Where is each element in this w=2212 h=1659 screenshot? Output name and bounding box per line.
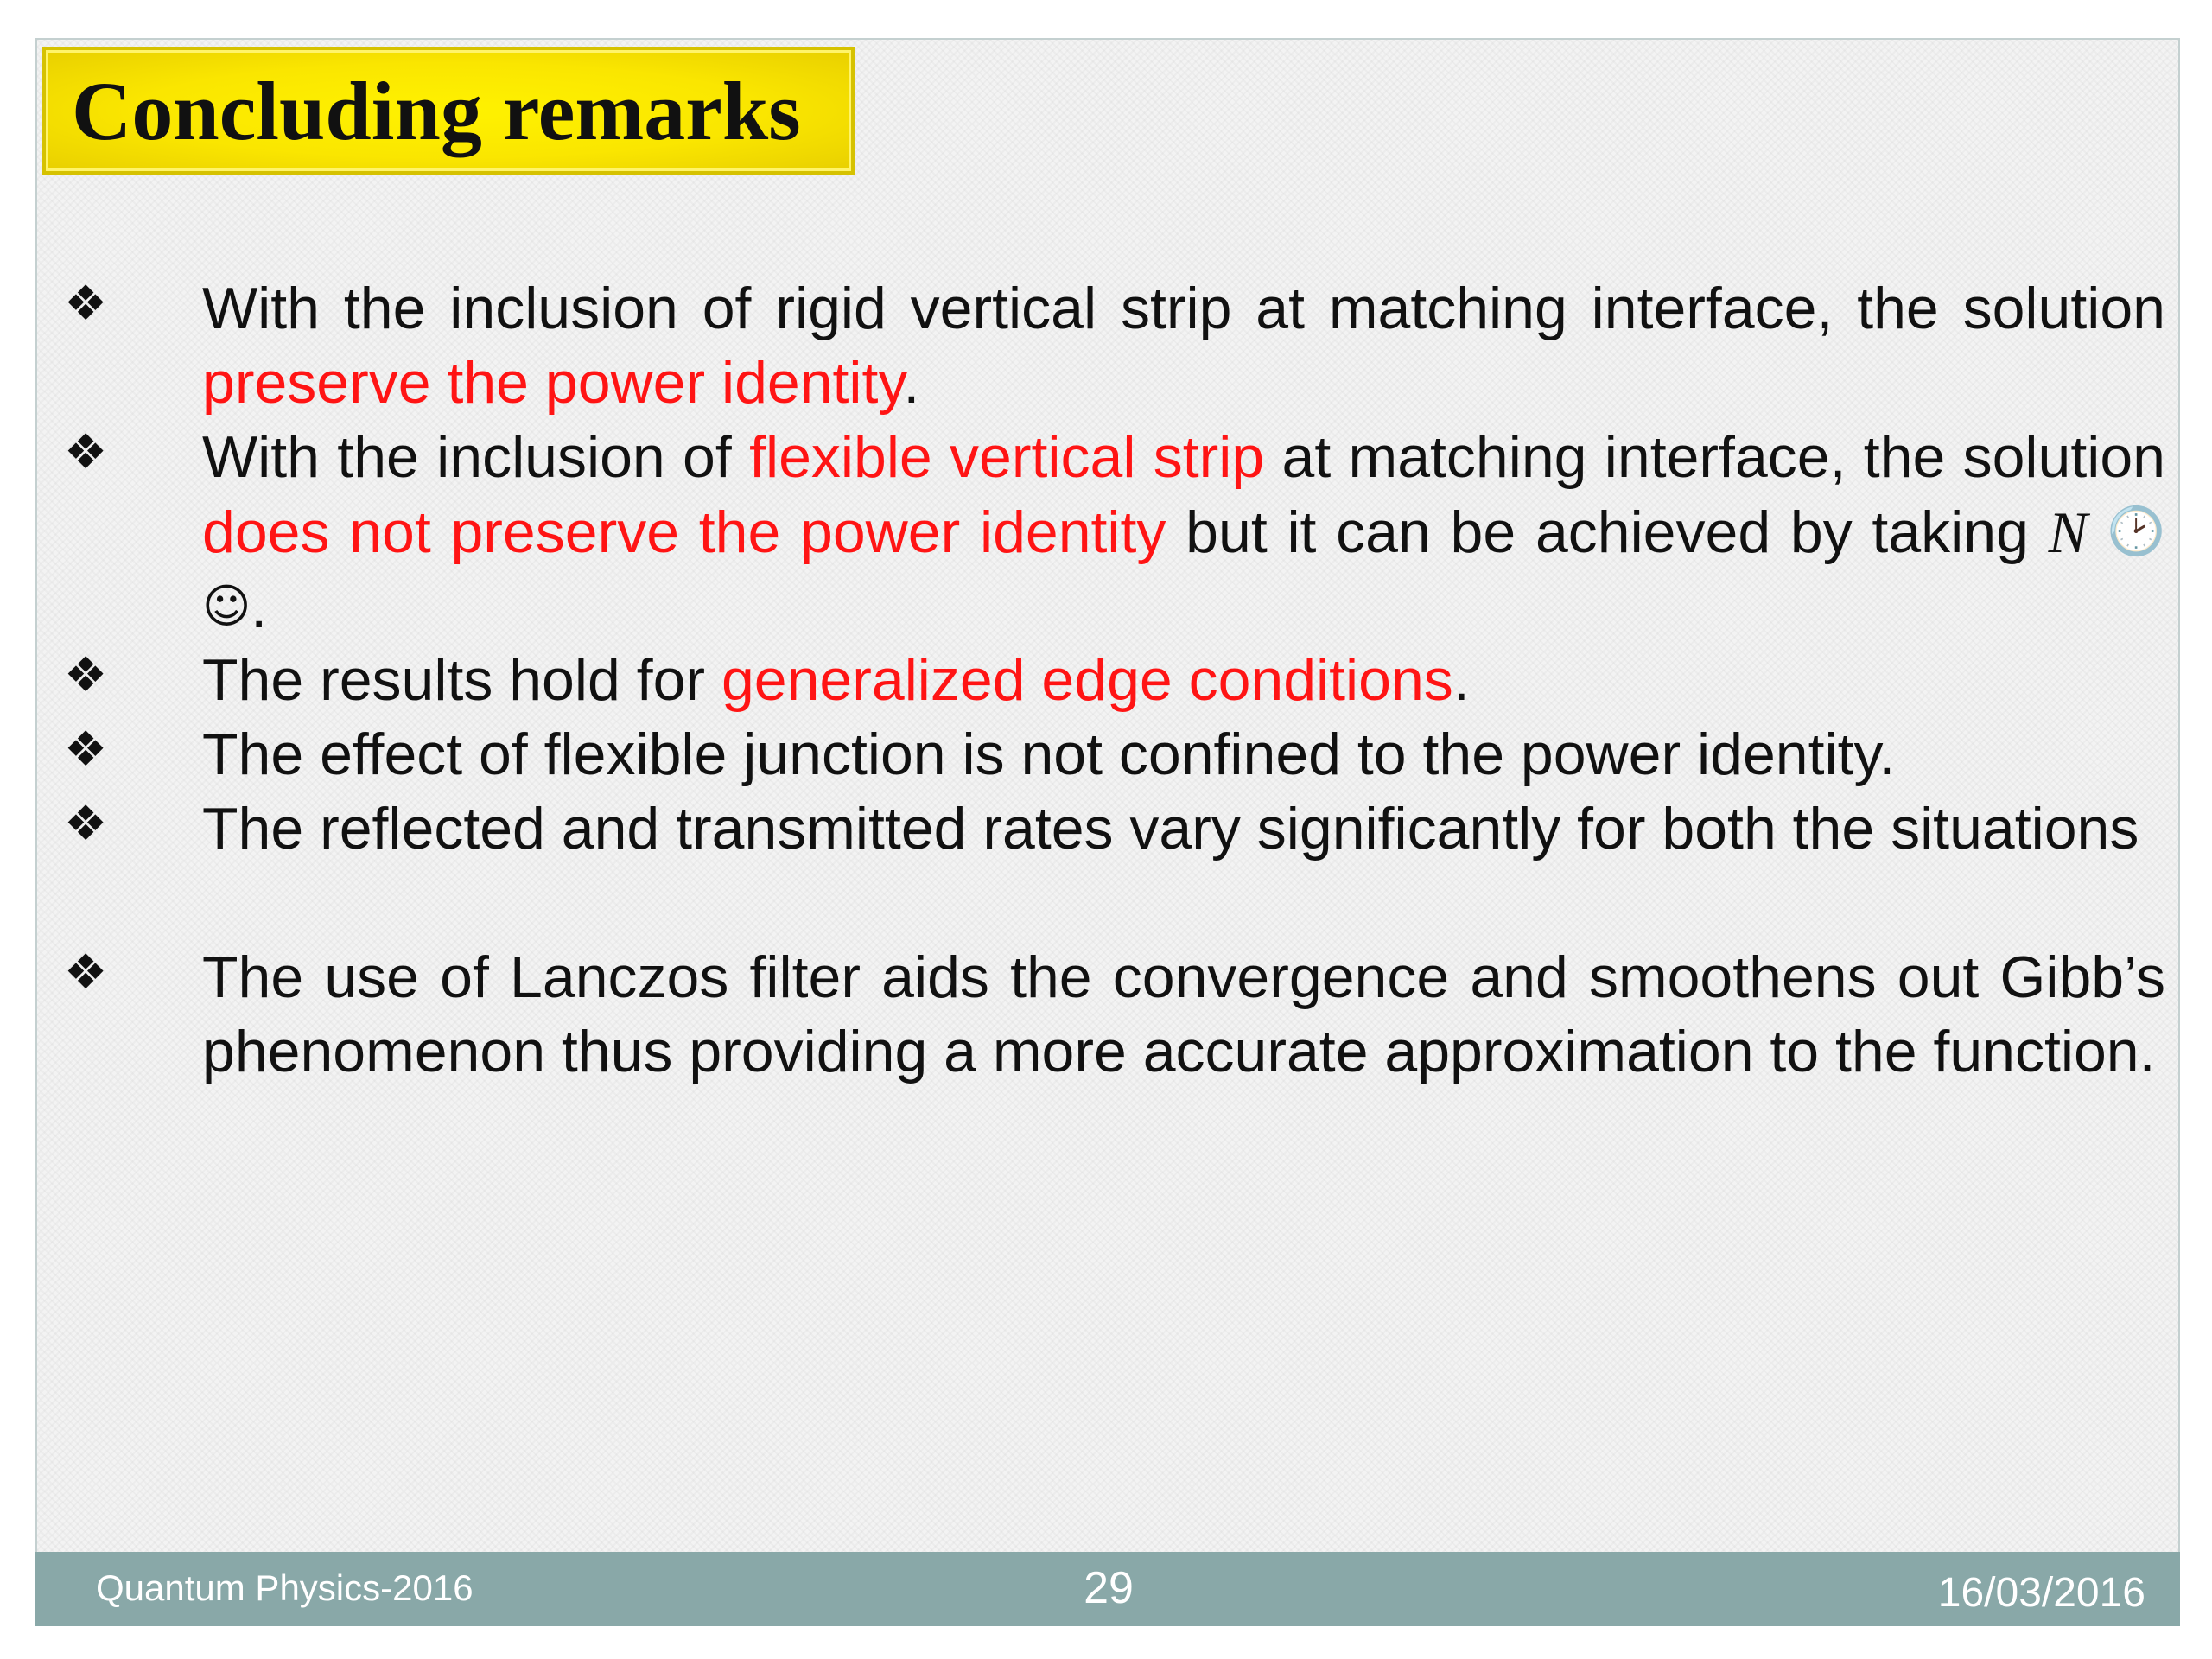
bullet-3-text-part: The results hold for <box>202 647 721 713</box>
footer-conference-name: Quantum Physics-2016 <box>96 1567 474 1608</box>
bullet-1-text-part: With the inclusion of rigid vertical strip at matching interface, the solution <box>202 276 2165 341</box>
diamond-bullet-icon: ❖ <box>64 424 108 480</box>
footer-bar <box>35 1552 2180 1626</box>
bullet-2-highlight-2: does not preserve the power identity <box>202 499 1166 565</box>
bullet-3-text-end: . <box>1452 647 1470 713</box>
bullet-1-text-end: . <box>903 350 920 416</box>
title-box <box>42 47 855 175</box>
diamond-bullet-icon: ❖ <box>64 796 108 852</box>
bullet-item-1 <box>64 271 2165 420</box>
bullet-item-4 <box>64 717 2165 791</box>
diamond-bullet-icon: ❖ <box>64 647 108 703</box>
diamond-bullet-icon: ❖ <box>64 721 108 778</box>
math-variable-n: N <box>2048 499 2088 565</box>
bullet-item-2 <box>64 420 2165 643</box>
bullet-2-text-mid: at matching interface, the solution <box>1264 424 2165 490</box>
bullet-2-highlight-1: flexible vertical strip <box>749 424 1265 490</box>
diamond-bullet-icon: ❖ <box>64 276 108 332</box>
bullet-2-text-tail: but it can be achieved by taking <box>1166 499 2049 565</box>
bullet-item-5 <box>64 791 2165 940</box>
bullet-text-5: The reflected and transmitted rates vary significantly for both the situations <box>202 796 2139 861</box>
diamond-bullet-icon: ❖ <box>64 944 108 1001</box>
bullet-item-6 <box>64 940 2165 1163</box>
bullet-text-4: The effect of flexible junction is not confined to the power identity. <box>202 721 1896 787</box>
footer-date: 16/03/2016 <box>1937 1570 2145 1616</box>
bullet-1-highlight: preserve the power identity <box>202 350 904 416</box>
bullet-2-text-end: . <box>251 575 268 640</box>
slide-title: Concluding remarks <box>72 64 801 157</box>
bullet-item-3 <box>64 643 2165 717</box>
bullet-text-3 <box>202 643 2165 717</box>
bullet-text-1 <box>202 271 2165 420</box>
footer-page-number: 29 <box>1084 1563 1134 1613</box>
clock-symbol-icon: 🕑 <box>2107 504 2165 558</box>
bullet-2-text-part: With the inclusion of <box>202 424 750 490</box>
bullet-list <box>64 271 2165 1163</box>
bullet-3-highlight: generalized edge conditions <box>721 647 1453 713</box>
bullet-text-2 <box>202 420 2165 645</box>
smiley-symbol-icon: ☺ <box>202 579 251 633</box>
bullet-text-6: The use of Lanczos filter aids the convergence and smoothens out Gibb’s phenomenon thus providing a more accurate approximation to the function. <box>202 944 2165 1084</box>
